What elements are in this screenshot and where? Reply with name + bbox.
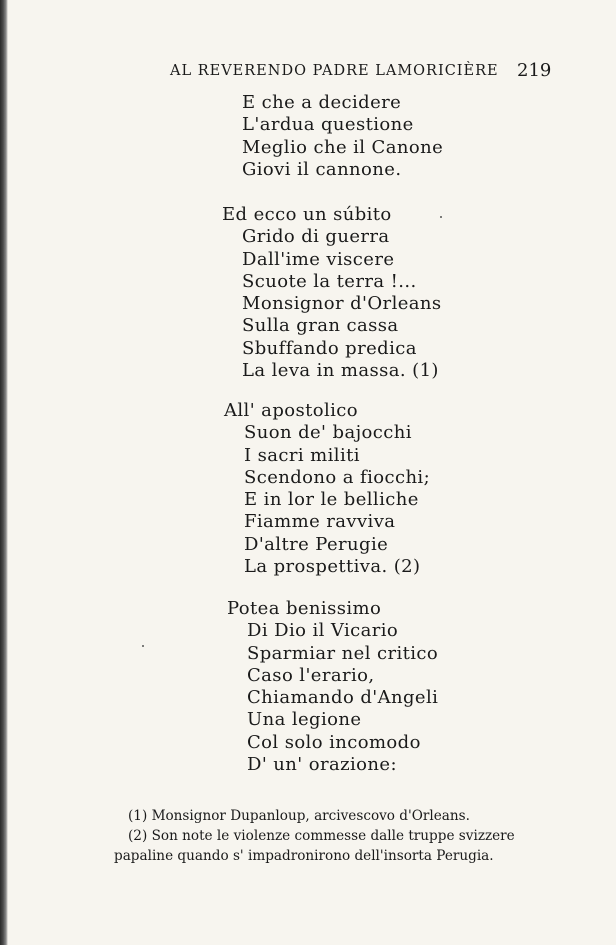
page-binding-edge — [0, 0, 8, 945]
verse-line: Sulla gran cassa — [242, 315, 399, 337]
stanza-2 — [222, 204, 442, 382]
verse-line: Sparmiar nel critico — [247, 642, 439, 664]
verse-line: Potea benissimo — [227, 598, 382, 619]
verse-line: Dall'ime viscere — [242, 248, 395, 270]
verse-line: D' un' orazione: — [247, 754, 397, 776]
verse-line: Chiamando d'Angeli — [247, 687, 439, 709]
footnote-2: (2) Son note le violenze commesse dalle truppe svizzere — [128, 828, 515, 844]
verse-line: Col solo incomodo — [247, 731, 421, 753]
verse-line: I sacri militi — [244, 444, 360, 466]
verse-line: E in lor le belliche — [244, 489, 419, 511]
verse-line: Di Dio il Vicario — [247, 620, 399, 642]
stanza-4 — [227, 598, 438, 776]
verse-line: Scendono a fiocchi; — [244, 466, 431, 488]
verse-line: Scuote la terra !... — [242, 270, 417, 292]
verse-line: Una legione — [247, 709, 362, 731]
verse-line: Monsignor d'Orleans — [242, 293, 442, 315]
verse-line: Caso l'erario, — [247, 664, 375, 686]
verse-line: E che a decidere — [242, 92, 402, 113]
stanza-3 — [224, 400, 430, 578]
print-speck — [142, 645, 144, 647]
verse-line: Ed ecco un súbito — [222, 204, 392, 225]
verse-line: Suon de' bajocchi — [244, 422, 412, 444]
verse-line: D'altre Perugie — [244, 533, 389, 555]
verse-line: Grido di guerra — [242, 226, 390, 248]
stanza-1 — [242, 92, 443, 181]
footnotes — [114, 806, 515, 866]
verse-line: Giovi il cannone. — [242, 158, 402, 180]
verse-line: Sbuffando predica — [242, 337, 417, 359]
verse-line: L'ardua questione — [242, 114, 414, 136]
footnote-1: (1) Monsignor Dupanloup, arcivescovo d'Orleans. — [128, 808, 470, 824]
print-speck — [440, 216, 442, 218]
verse-line: La leva in massa. (1) — [242, 360, 439, 382]
verse-line: Fiamme ravviva — [244, 511, 396, 533]
verse-line: La prospettiva. (2) — [244, 556, 421, 578]
running-header: AL REVERENDO PADRE LAMORICIÈRE — [170, 63, 499, 79]
footnote-2-continuation: papaline quando s' impadronirono dell'insorta Perugia. — [114, 848, 494, 864]
verse-line: Meglio che il Canone — [242, 136, 444, 158]
page-number: 219 — [517, 60, 552, 81]
verse-line: All' apostolico — [224, 400, 359, 421]
